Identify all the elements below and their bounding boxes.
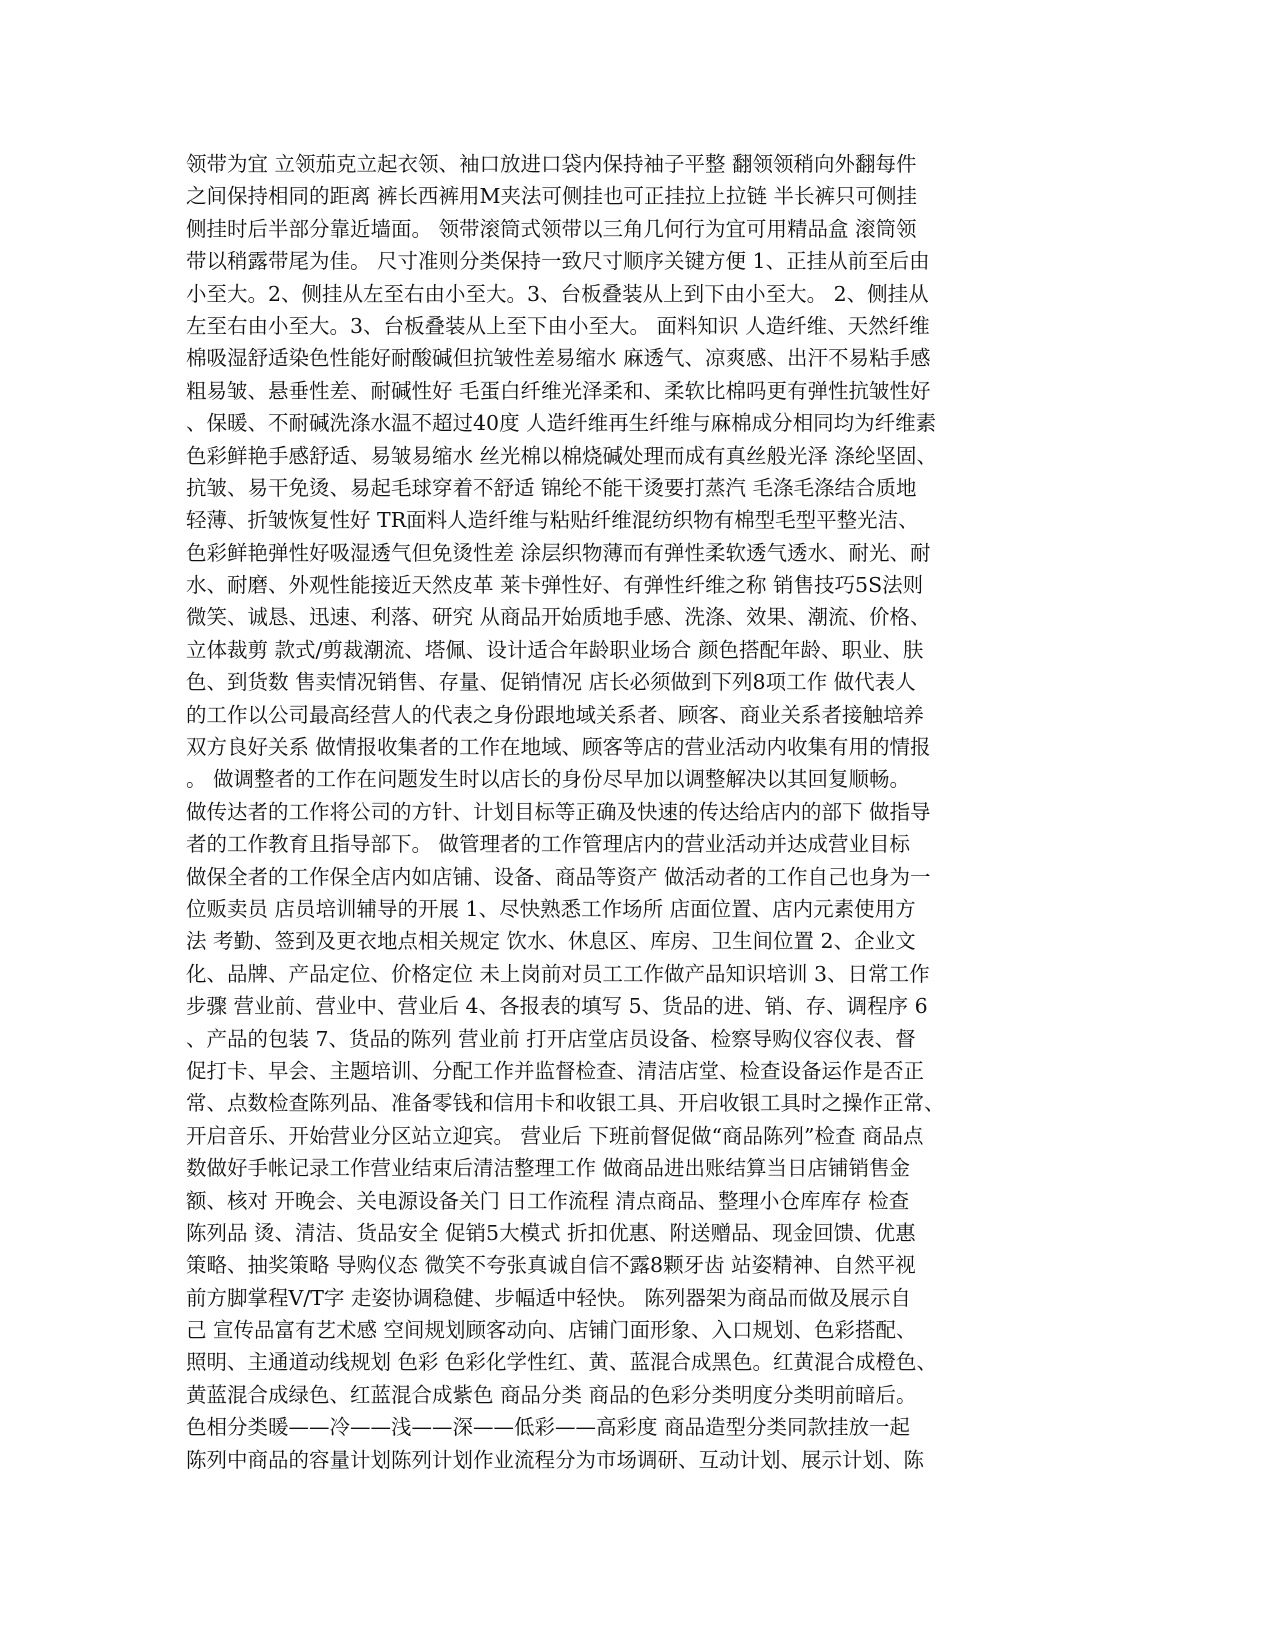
text-line: 开启音乐、开始营业分区站立迎宾。 营业后 下班前督促做“商品陈列”检查 商品点 bbox=[186, 1123, 924, 1148]
text-line: 策略、抽奖策略 导购仪态 微笑不夸张真诚自信不露8颗牙齿 站姿精神、自然平视 bbox=[186, 1253, 916, 1278]
text-line: 黄蓝混合成绿色、红蓝混合成紫色 商品分类 商品的色彩分类明度分类明前暗后。 bbox=[186, 1382, 917, 1407]
text-line: 色彩鲜艳弹性好吸湿透气但免烫性差 涂层织物薄而有弹性柔软透气透水、耐光、耐 bbox=[186, 540, 931, 565]
text-line: 促打卡、早会、主题培训、分配工作并监督检查、清洁店堂、检查设备运作是否正 bbox=[186, 1058, 924, 1083]
text-line: 色彩鲜艳手感舒适、易皱易缩水 丝光棉以棉烧碱处理而成有真丝般光泽 涤纶坚固、 bbox=[186, 443, 938, 468]
text-line: 做保全者的工作保全店内如店铺、设备、商品等资产 做活动者的工作自己也身为一 bbox=[186, 864, 931, 889]
text-line: 化、品牌、产品定位、价格定位 未上岗前对员工工作做产品知识培训 3、日常工作 bbox=[186, 961, 930, 986]
text-line: 领带为宜 立领茄克立起衣领、袖口放进口袋内保持袖子平整 翻领领稍向外翻每件 bbox=[186, 152, 917, 176]
text-line: 小至大。2、侧挂从左至右由小至大。3、台板叠装从上到下由小至大。 2、侧挂从 bbox=[186, 281, 929, 306]
text-line: 微笑、诚恳、迅速、利落、研究 从商品开始质地手感、洗涤、效果、潮流、价格、 bbox=[186, 605, 931, 630]
text-line: 粗易皱、悬垂性差、耐碱性好 毛蛋白纤维光泽柔和、柔软比棉吗更有弹性抗皱性好 bbox=[186, 378, 931, 403]
text-line: 步骤 营业前、营业中、营业后 4、各报表的填写 5、货品的进、销、存、调程序 6 bbox=[186, 994, 928, 1019]
text-line: 数做好手帐记录工作营业结束后清洁整理工作 做商品进出账结算当日店铺销售金 bbox=[186, 1156, 911, 1181]
text-line: 、产品的包装 7、货品的陈列 营业前 打开店堂店员设备、检察导购仪容仪表、督 bbox=[186, 1026, 916, 1051]
text-line: 做传达者的工作将公司的方针、计划目标等正确及快速的传达给店内的部下 做指导 bbox=[186, 799, 931, 824]
text-line: 常、点数检查陈列品、准备零钱和信用卡和收银工具、开启收银工具时之操作正常、 bbox=[186, 1091, 945, 1116]
text-line: 、保暖、不耐碱洗涤水温不超过40度 人造纤维再生纤维与麻棉成分相同均为纤维素 bbox=[186, 411, 937, 436]
text-line: 前方脚掌程V/T字 走姿协调稳健、步幅适中轻快。 陈列器架为商品而做及展示自 bbox=[186, 1285, 911, 1310]
body-text bbox=[186, 148, 1092, 1476]
text-line: 轻薄、折皱恢复性好 TR面料人造纤维与粘贴纤维混纺织物有棉型毛型平整光洁、 bbox=[186, 508, 919, 533]
text-line: 额、核对 开晚会、关电源设备关门 日工作流程 清点商品、整理小仓库库存 检查 bbox=[186, 1188, 910, 1213]
text-line: 色相分类暖——冷——浅——深——低彩——高彩度 商品造型分类同款挂放一起 bbox=[186, 1415, 911, 1440]
text-line: 的工作以公司最高经营人的代表之身份跟地域关系者、顾客、商业关系者接触培养 bbox=[186, 702, 924, 727]
text-line: 色、到货数 售卖情况销售、存量、促销情况 店长必须做到下列8项工作 做代表人 bbox=[186, 670, 916, 695]
text-line: 抗皱、易干免烫、易起毛球穿着不舒适 锦纶不能干烫要打蒸汽 毛涤毛涤结合质地 bbox=[186, 475, 917, 500]
text-line: 照明、主通道动线规划 色彩 色彩化学性红、黄、蓝混合成黑色。红黄混合成橙色、 bbox=[186, 1350, 938, 1375]
text-line: 左至右由小至大。3、台板叠装从上至下由小至大。 面料知识 人造纤维、天然纤维 bbox=[186, 313, 930, 338]
text-line: 侧挂时后半部分靠近墙面。 领带滚筒式领带以三角几何行为宜可用精品盒 滚筒领 bbox=[186, 216, 917, 241]
text-line: 水、耐磨、外观性能接近天然皮革 莱卡弹性好、有弹性纤维之称 销售技巧5S法则 bbox=[186, 573, 924, 598]
text-line: 双方良好关系 做情报收集者的工作在地域、顾客等店的营业活动内收集有用的情报 bbox=[186, 735, 931, 760]
text-line: 棉吸湿舒适染色性能好耐酸碱但抗皱性差易缩水 麻透气、凉爽感、出汗不易粘手感 bbox=[186, 346, 931, 371]
text-line: 法 考勤、签到及更衣地点相关规定 饮水、休息区、库房、卫生间位置 2、企业文 bbox=[186, 929, 916, 954]
text-line: 。 做调整者的工作在问题发生时以店长的身份尽早加以调整解决以其回复顺畅。 bbox=[186, 767, 911, 792]
text-line: 己 宣传品富有艺术感 空间规划顾客动向、店铺门面形象、入口规划、色彩搭配、 bbox=[186, 1318, 917, 1343]
text-line: 之间保持相同的距离 裤长西裤用M夹法可侧挂也可正挂拉上拉链 半长裤只可侧挂 bbox=[186, 184, 918, 209]
text-line: 者的工作教育且指导部下。 做管理者的工作管理店内的营业活动并达成营业目标 bbox=[186, 832, 911, 857]
text-line: 带以稍露带尾为佳。 尺寸准则分类保持一致尺寸顺序关键方便 1、正挂从前至后由 bbox=[186, 249, 930, 274]
text-line: 立体裁剪 款式/剪裁潮流、塔佩、设计适合年龄职业场合 颜色搭配年龄、职业、肤 bbox=[186, 637, 924, 662]
text-line: 陈列中商品的容量计划陈列计划作业流程分为市场调研、互动计划、展示计划、陈 bbox=[186, 1447, 924, 1472]
text-line: 陈列品 烫、清洁、货品安全 促销5大模式 折扣优惠、附送赠品、现金回馈、优惠 bbox=[186, 1220, 916, 1245]
text-line: 位贩卖员 店员培训辅导的开展 1、尽快熟悉工作场所 店面位置、店内元素使用方 bbox=[186, 896, 916, 921]
